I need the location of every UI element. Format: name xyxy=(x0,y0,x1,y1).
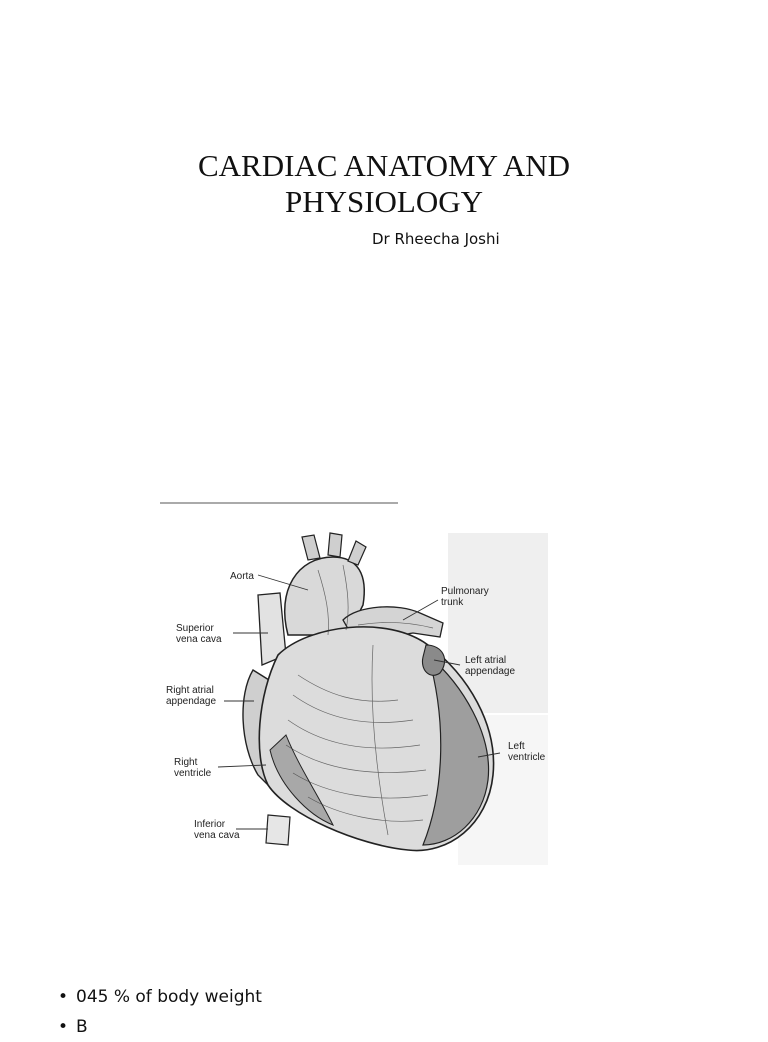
aortic-branch-1 xyxy=(302,535,320,560)
bullet-text: 045 % of body weight xyxy=(76,987,262,1007)
label-right-ventricle: Right ventricle xyxy=(174,757,212,779)
heart-illustration xyxy=(158,495,558,870)
label-aorta: Aorta xyxy=(230,571,254,582)
title-line-1: CARDIAC ANATOMY AND xyxy=(197,148,571,183)
bullet-item xyxy=(58,982,262,1012)
bullet-marker: • xyxy=(58,987,69,1007)
label-left-ventricle: Left ventricle xyxy=(508,741,546,763)
label-superior-vena-cava: Superior vena cava xyxy=(176,623,222,645)
bullet-item xyxy=(58,1012,262,1042)
page-title xyxy=(0,148,768,220)
label-pulmonary-trunk: Pulmonary trunk xyxy=(441,586,489,608)
aortic-branch-3 xyxy=(348,541,366,565)
label-right-atrial-appendage: Right atrial appendage xyxy=(166,685,217,707)
bullet-text: B xyxy=(76,1017,88,1037)
author-name: Dr Rheecha Joshi xyxy=(372,230,500,248)
heart-diagram xyxy=(158,495,558,870)
bullet-list xyxy=(58,982,262,1042)
inferior-vena-cava-shape xyxy=(266,815,290,845)
bullet-marker: • xyxy=(58,1017,69,1037)
title-line-2: PHYSIOLOGY xyxy=(284,184,484,219)
left-atrial-appendage-shape xyxy=(422,645,444,675)
aortic-branch-2 xyxy=(328,533,342,557)
label-left-atrial-appendage: Left atrial appendage xyxy=(465,655,516,677)
label-inferior-vena-cava: Inferior vena cava xyxy=(194,819,240,841)
